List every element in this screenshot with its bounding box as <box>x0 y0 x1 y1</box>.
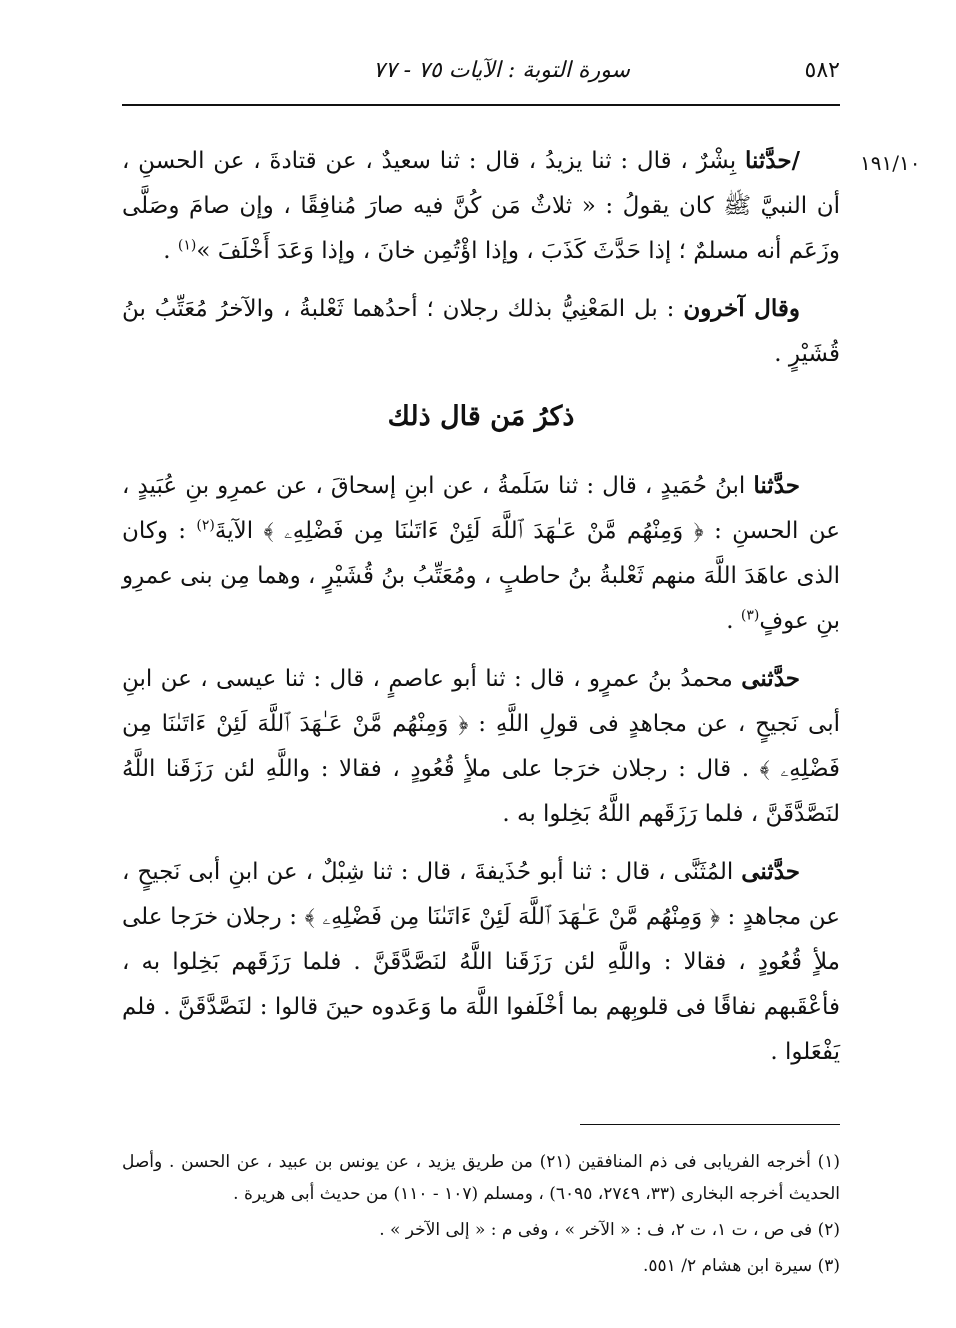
footnotes <box>122 1146 840 1286</box>
footnote-2: (٢) فى ص ، ت ١، ت ٢، ف : « الآخر » ، وفى م : « إلى الآخر » . <box>379 1220 840 1240</box>
paragraph-narration-1 <box>122 463 840 644</box>
paragraph-text: المُثَنَّى ، قال : ثنا أبو حُذَيفةَ ، قال : ثنا شِبْلٌ ، عن ابنِ أبى نَجيحٍ ، عن مجاهدٍ : ﴿ وَمِنْهُم مَّنْ عَـٰهَدَ ٱللَّهَ لَئِنْ ءَاتَىٰنَا مِن فَضْلِهِۦ ﴾ : رجلان خرَجا على ملأٍ قُعُودٍ ، فقالا : واللَّهِ لئن رَزَقَنا اللَّهُ لنَصَّدَّقَنَّ . فلما رَزَقَهم بَخِلوا به ، فأعْقَبهم نفاقًا فى قلوبِهم بما أخْلَفوا اللَّهَ ما وَعَدوه حينَ قالوا : لنَصَّدَّقَنَّ . فلم يَفْعَلوا . <box>122 859 840 1065</box>
margin-volume-page-ref: ١٩١/١٠ <box>860 151 921 175</box>
paragraph-lead: حدَّثنى <box>741 665 800 692</box>
paragraph-lead: حدَّثنى <box>741 858 800 885</box>
paragraph-narration-2 <box>122 656 840 837</box>
surah-verses-title: سورة التوبة : الآيات ٧٥ - ٧٧ <box>373 58 630 83</box>
footnote-marker: (٣) <box>740 607 760 624</box>
paragraph-other-opinion <box>122 286 840 377</box>
footnote-marker: (٢) <box>196 517 215 534</box>
footnote-1: (١) أخرجه الفريابى فى ذم المنافقين (٢١) من طريق يزيد ، عن يونس بن عبيد ، عن الحسن . وأصل الحديث أخرجه البخارى (٣٣، ٢٧٤٩، ٦٠٩٥) ، ومسلم (١٠٧ - ١١٠) من حديث أبى هريرة . <box>122 1152 840 1204</box>
paragraph-tail: : وكان الذى عاهَدَ اللَّهَ منهم ثَعْلبةُ بنُ حاطبٍ ، ومُعَتِّبُ بنُ قُشَيْرٍ ، وهما مِن بنى عمرِو بنِ عوفٍ <box>122 518 840 634</box>
paragraph-lead: وقال آخرون <box>683 295 800 322</box>
paragraph-text: محمدُ بنُ عمرٍو ، قال : ثنا أبو عاصمٍ ، قال : ثنا عيسى ، عن ابنِ أبى نَجيحٍ ، عن مجاهدٍ فى قولِ اللَّهِ : ﴿ وَمِنْهُم مَّنْ عَـٰهَدَ ٱللَّهَ لَئِنْ ءَاتَىٰنَا مِن فَضْلِهِۦ ﴾ . قال : رجلان خرَجا على ملأٍ قُعُودٍ ، فقالا : واللَّهِ لئن رَزَقَنا اللَّهُ لنَصَّدَّقَنَّ ، فلما رَزَقَهم اللَّهُ بَخِلوا به . <box>122 666 840 827</box>
paragraph-hadith-1 <box>122 138 840 274</box>
footnote-3: (٣) سيرة ابن هشام ٢/ ٥٥١. <box>642 1256 840 1276</box>
header-rule <box>122 104 840 106</box>
running-head <box>122 54 840 88</box>
main-text <box>122 138 840 1087</box>
paragraph-narration-3 <box>122 849 840 1075</box>
paragraph-lead: حدَّثنا <box>753 472 800 499</box>
paragraph-text: بِشْرٌ ، قال : ثنا يزيدُ ، قال : ثنا سعيدٌ ، عن قتادةَ ، عن الحسنِ ، أن النبيَّ ﷺ كان يقولُ : « ثلاثٌ مَن كُنَّ فيه صارَ مُنافِقًا ، وإن صامَ وصَلَّى وزَعَم أنه مسلمٌ ؛ إذا حَدَّثَ كَذَبَ ، وإذا اؤْتُمِن خانَ ، وإذا وَعَدَ أَخْلَفَ » <box>122 148 840 264</box>
paragraph-lead: /حدَّثنا <box>744 147 800 174</box>
page-number: ٥٨٢ <box>804 58 840 83</box>
footnote-rule <box>580 1124 840 1125</box>
footnote-marker: (١) <box>177 237 197 254</box>
paragraph-text: : بل المَعْنِيُّ بذلك رجلان ؛ أحدُهما ثَعْلبةُ ، والآخرُ مُعَتِّبُ بنُ قُشَيْرٍ . <box>122 296 840 367</box>
paragraph-text: ابنُ حُمَيدٍ ، قال : ثنا سَلَمةُ ، عن ابنِ إسحاقَ ، عن عمرِو بنِ عُبَيدٍ ، عن الحسنِ : ﴿ وَمِنْهُم مَّنْ عَـٰهَدَ ٱللَّهَ لَئِنْ ءَاتَىٰنَا مِن فَضْلِهِۦ ﴾ الآيةَ <box>122 473 841 544</box>
paragraph-tail: . <box>726 608 741 634</box>
paragraph-tail: . <box>163 238 178 264</box>
section-heading: ذكرُ مَن قال ذلك <box>387 401 575 432</box>
